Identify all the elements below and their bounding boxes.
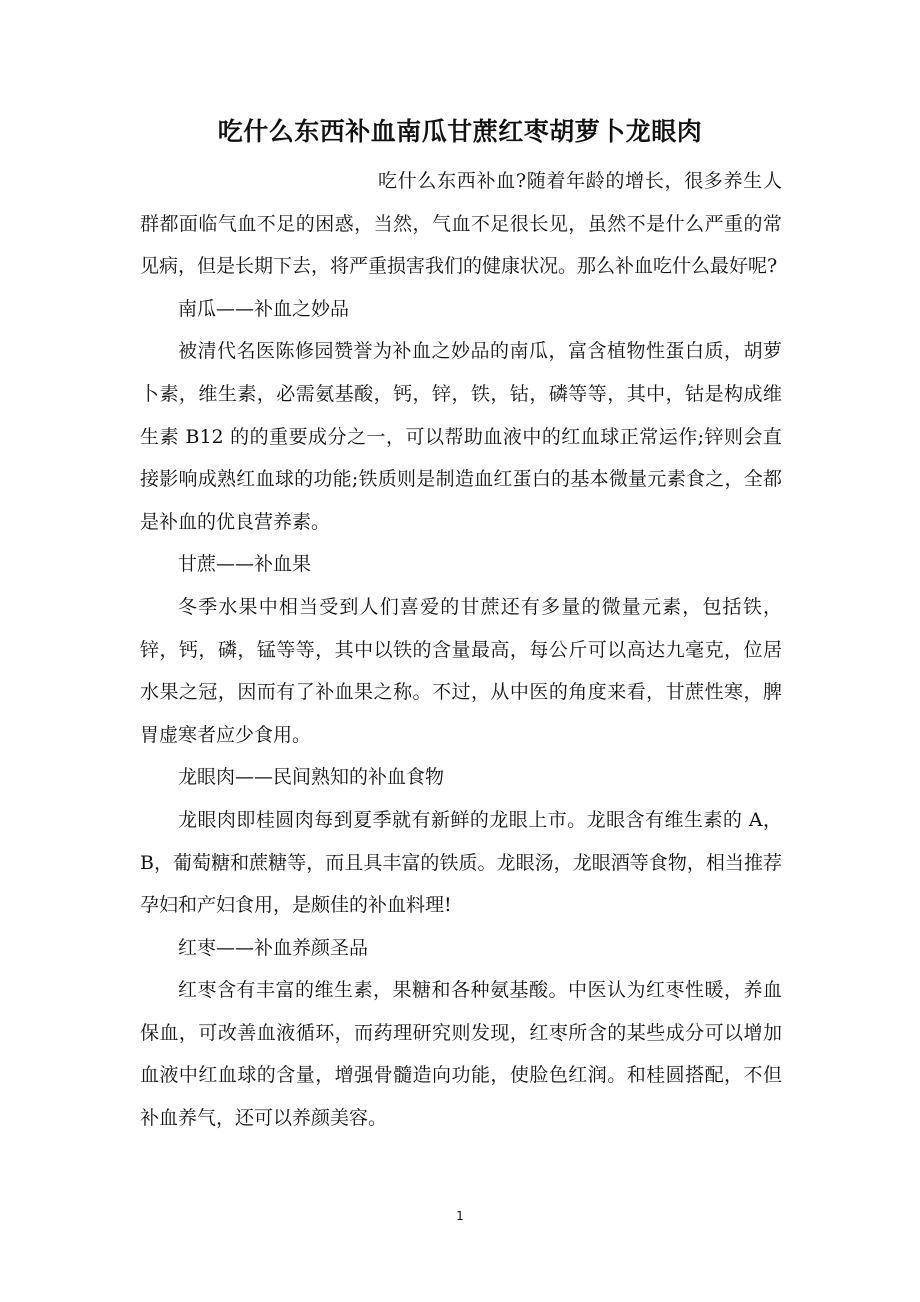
- paragraph-longan: 龙眼肉即桂圆肉每到夏季就有新鲜的龙眼上市。龙眼含有维生素的 A，B，葡萄糖和蔗糖等，而且具丰富的铁质。龙眼汤，龙眼酒等食物，相当推荐孕妇和产妇食用，是颇佳的补血料理!: [140, 808, 782, 917]
- section-heading-jujube: 红枣——补血养颜圣品: [178, 936, 369, 959]
- document-body: [140, 160, 782, 1140]
- section-heading-sugarcane: 甘蔗——补血果: [178, 553, 312, 576]
- section-heading-pumpkin: 南瓜——补血之妙品: [178, 297, 350, 320]
- document-title: 吃什么东西补血南瓜甘蔗红枣胡萝卜龙眼肉: [217, 117, 703, 146]
- paragraph-sugarcane: 冬季水果中相当受到人们喜爱的甘蔗还有多量的微量元素，包括铁，锌，钙，磷，锰等等，其中以铁的含量最高，每公斤可以高达九毫克，位居水果之冠，因而有了补血果之称。不过，从中医的角度来看，甘蔗性寒，脾胃虚寒者应少食用。: [140, 595, 782, 746]
- intro-paragraph: 吃什么东西补血?随着年龄的增长，很多养生人群都面临气血不足的困惑，当然，气血不足很长见，虽然不是什么严重的常见病，但是长期下去，将严重损害我们的健康状况。那么补血吃什么最好呢?: [140, 170, 782, 278]
- paragraph-jujube: 红枣含有丰富的维生素，果糖和各种氨基酸。中医认为红枣性暖，养血保血，可改善血液循环，而药理研究则发现，红枣所含的某些成分可以增加血液中红血球的含量，增强骨髓造向功能，使脸色红润。和桂圆搭配，不但补血养气，还可以养颜美容。: [140, 979, 782, 1130]
- paragraph-pumpkin: 被清代名医陈修园赞誉为补血之妙品的南瓜，富含植物性蛋白质，胡萝卜素，维生素，必需氨基酸，钙，锌，铁，钴，磷等等，其中，钴是构成维生素 B12 的的重要成分之一，可以帮助血液中的红血球正常运作;锌则会直接影响成熟红血球的功能;铁质则是制造血红蛋白的基本微量元素食之，全都是补血的优良营养素。: [140, 340, 782, 533]
- page-number: 1: [456, 1209, 464, 1223]
- section-heading-longan: 龙眼肉——民间熟知的补血食物: [178, 766, 445, 789]
